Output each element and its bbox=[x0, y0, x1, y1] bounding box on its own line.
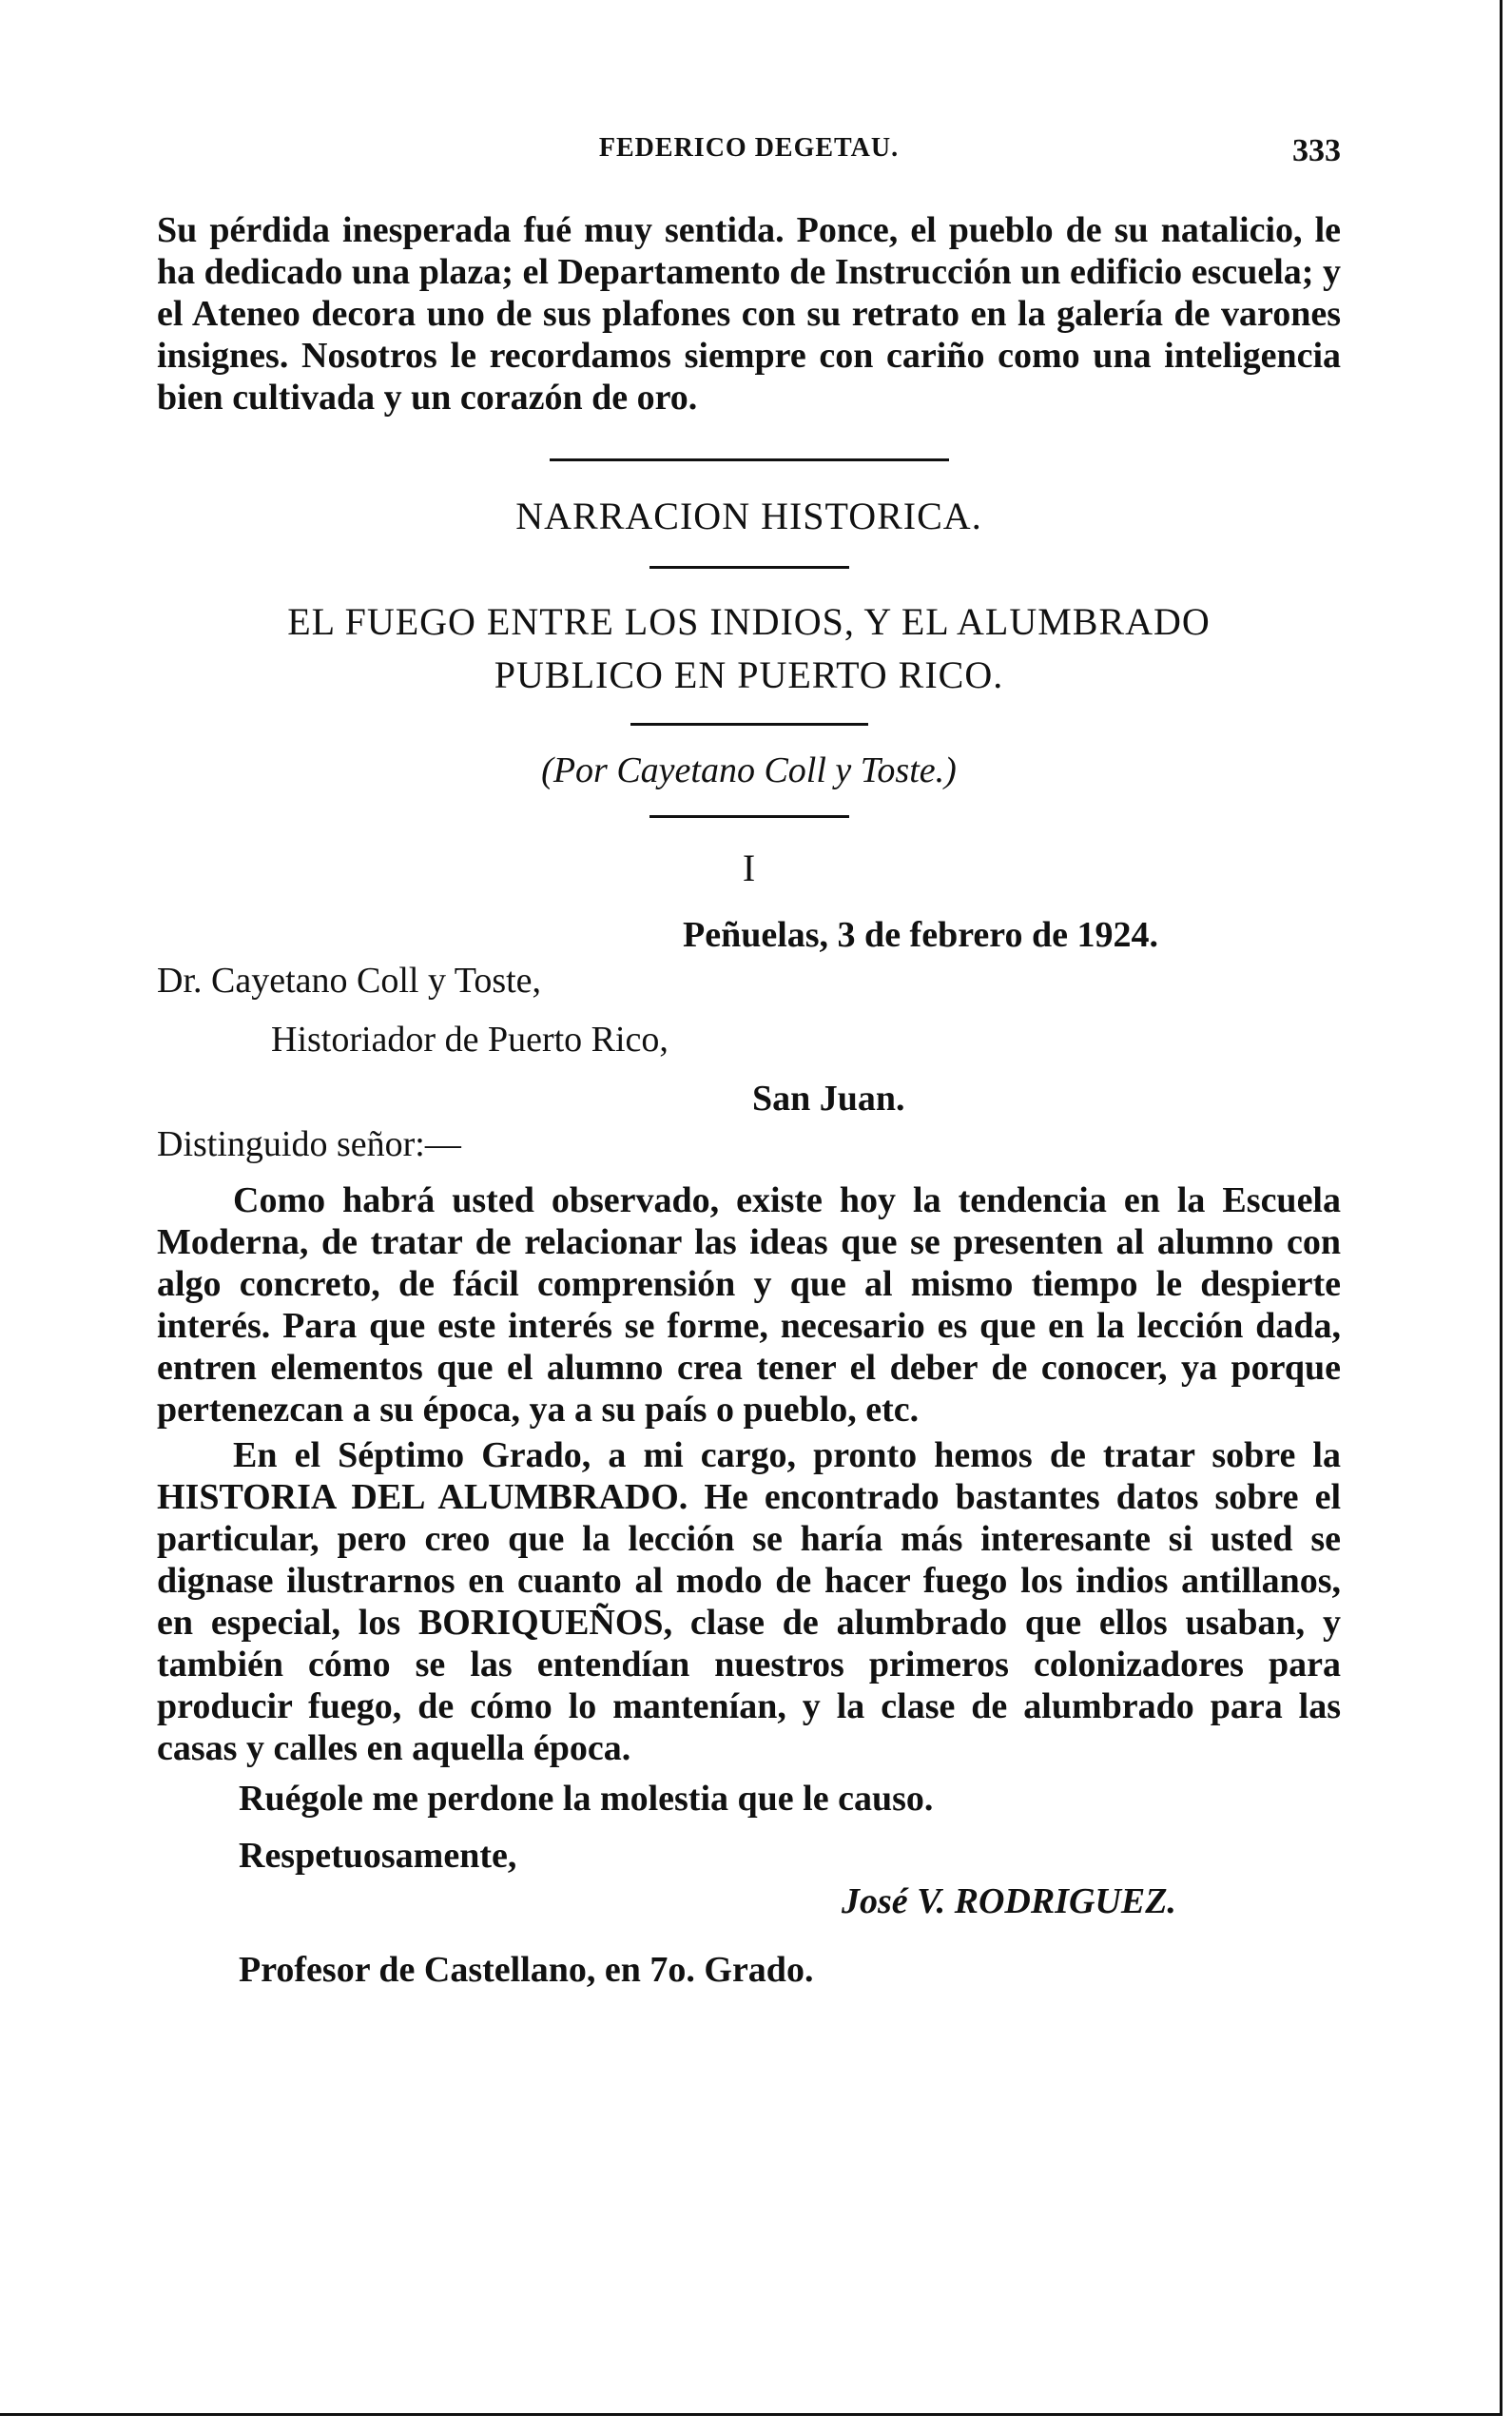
title-divider-rule bbox=[649, 566, 849, 569]
page-number: 333 bbox=[1292, 133, 1341, 168]
letter-recipient-city: San Juan. bbox=[752, 1079, 905, 1119]
letter-place-date: Peñuelas, 3 de febrero de 1924. bbox=[683, 915, 1158, 955]
letter-body-paragraph-2: En el Séptimo Grado, a mi cargo, pronto hemos de tratar sobre la HISTORIA DEL ALUMBRADO. He encontrado bastantes datos sobre el particular, pero creo que la lección se haría más interesante si usted se dignase ilustrarnos en cuanto al modo de hacer fuego los indios antillanos, en especial, los BORIQUEÑOS, clase de alumbrado que ellos usaban, y también cómo se las entendían nuestros primeros colonizadores para producir fuego, de cómo lo mantenían, y la clase de alumbrado para las casas y calles en aquella época. bbox=[157, 1435, 1341, 1768]
running-head bbox=[157, 133, 1341, 171]
byline-divider-rule bbox=[630, 723, 868, 726]
letter-salutation: Distinguido señor:— bbox=[157, 1124, 461, 1164]
section-divider-rule bbox=[550, 458, 949, 461]
article-title-line-1: EL FUEGO ENTRE LOS INDIOS, Y EL ALUMBRADO bbox=[287, 600, 1211, 643]
letter-closing: Respetuosamente, bbox=[239, 1836, 517, 1876]
intro-paragraph: Su pérdida inesperada fué muy sentida. Ponce, el pueblo de su natalicio, le ha dedicado una plaza; el Departamento de Instrucción un edificio escuela; y el Ateneo decora uno de sus plafones con su retrato en la galería de varones insignes. Nosotros le recordamos siempre con cariño como una inteligencia bien cultivada y un corazón de oro. bbox=[157, 210, 1341, 418]
running-head-title: FEDERICO DEGETAU. bbox=[598, 133, 900, 163]
article-title-line-2: PUBLICO EN PUERTO RICO. bbox=[494, 653, 1004, 696]
chapter-divider-rule bbox=[649, 815, 849, 818]
letter-recipient-name: Dr. Cayetano Coll y Toste, bbox=[157, 961, 542, 1001]
letter-signer-position: Profesor de Castellano, en 7o. Grado. bbox=[239, 1950, 814, 1990]
letter-body-paragraph-1: Como habrá usted observado, existe hoy la tendencia en la Escuela Moderna, de tratar de relacionar las ideas que se presenten al alumno con algo concreto, de fácil comprensión y que al mismo tiempo le despierte interés. Para que este interés se forme, necesario es que en la lección dada, entren elementos que el alumno crea tener el deber de conocer, ya porque pertenezcan a su época, ya a su país o pueblo, etc. bbox=[157, 1180, 1341, 1430]
letter-recipient-title: Historiador de Puerto Rico, bbox=[271, 1020, 669, 1060]
letter-signature: José V. RODRIGUEZ. bbox=[842, 1881, 1176, 1921]
byline: (Por Cayetano Coll y Toste.) bbox=[541, 750, 957, 790]
section-title: NARRACION HISTORICA. bbox=[515, 495, 982, 537]
letter-request-line: Ruégole me perdone la molestia que le causo. bbox=[239, 1779, 934, 1819]
chapter-number: I bbox=[742, 847, 756, 889]
page-content bbox=[157, 209, 1341, 1992]
